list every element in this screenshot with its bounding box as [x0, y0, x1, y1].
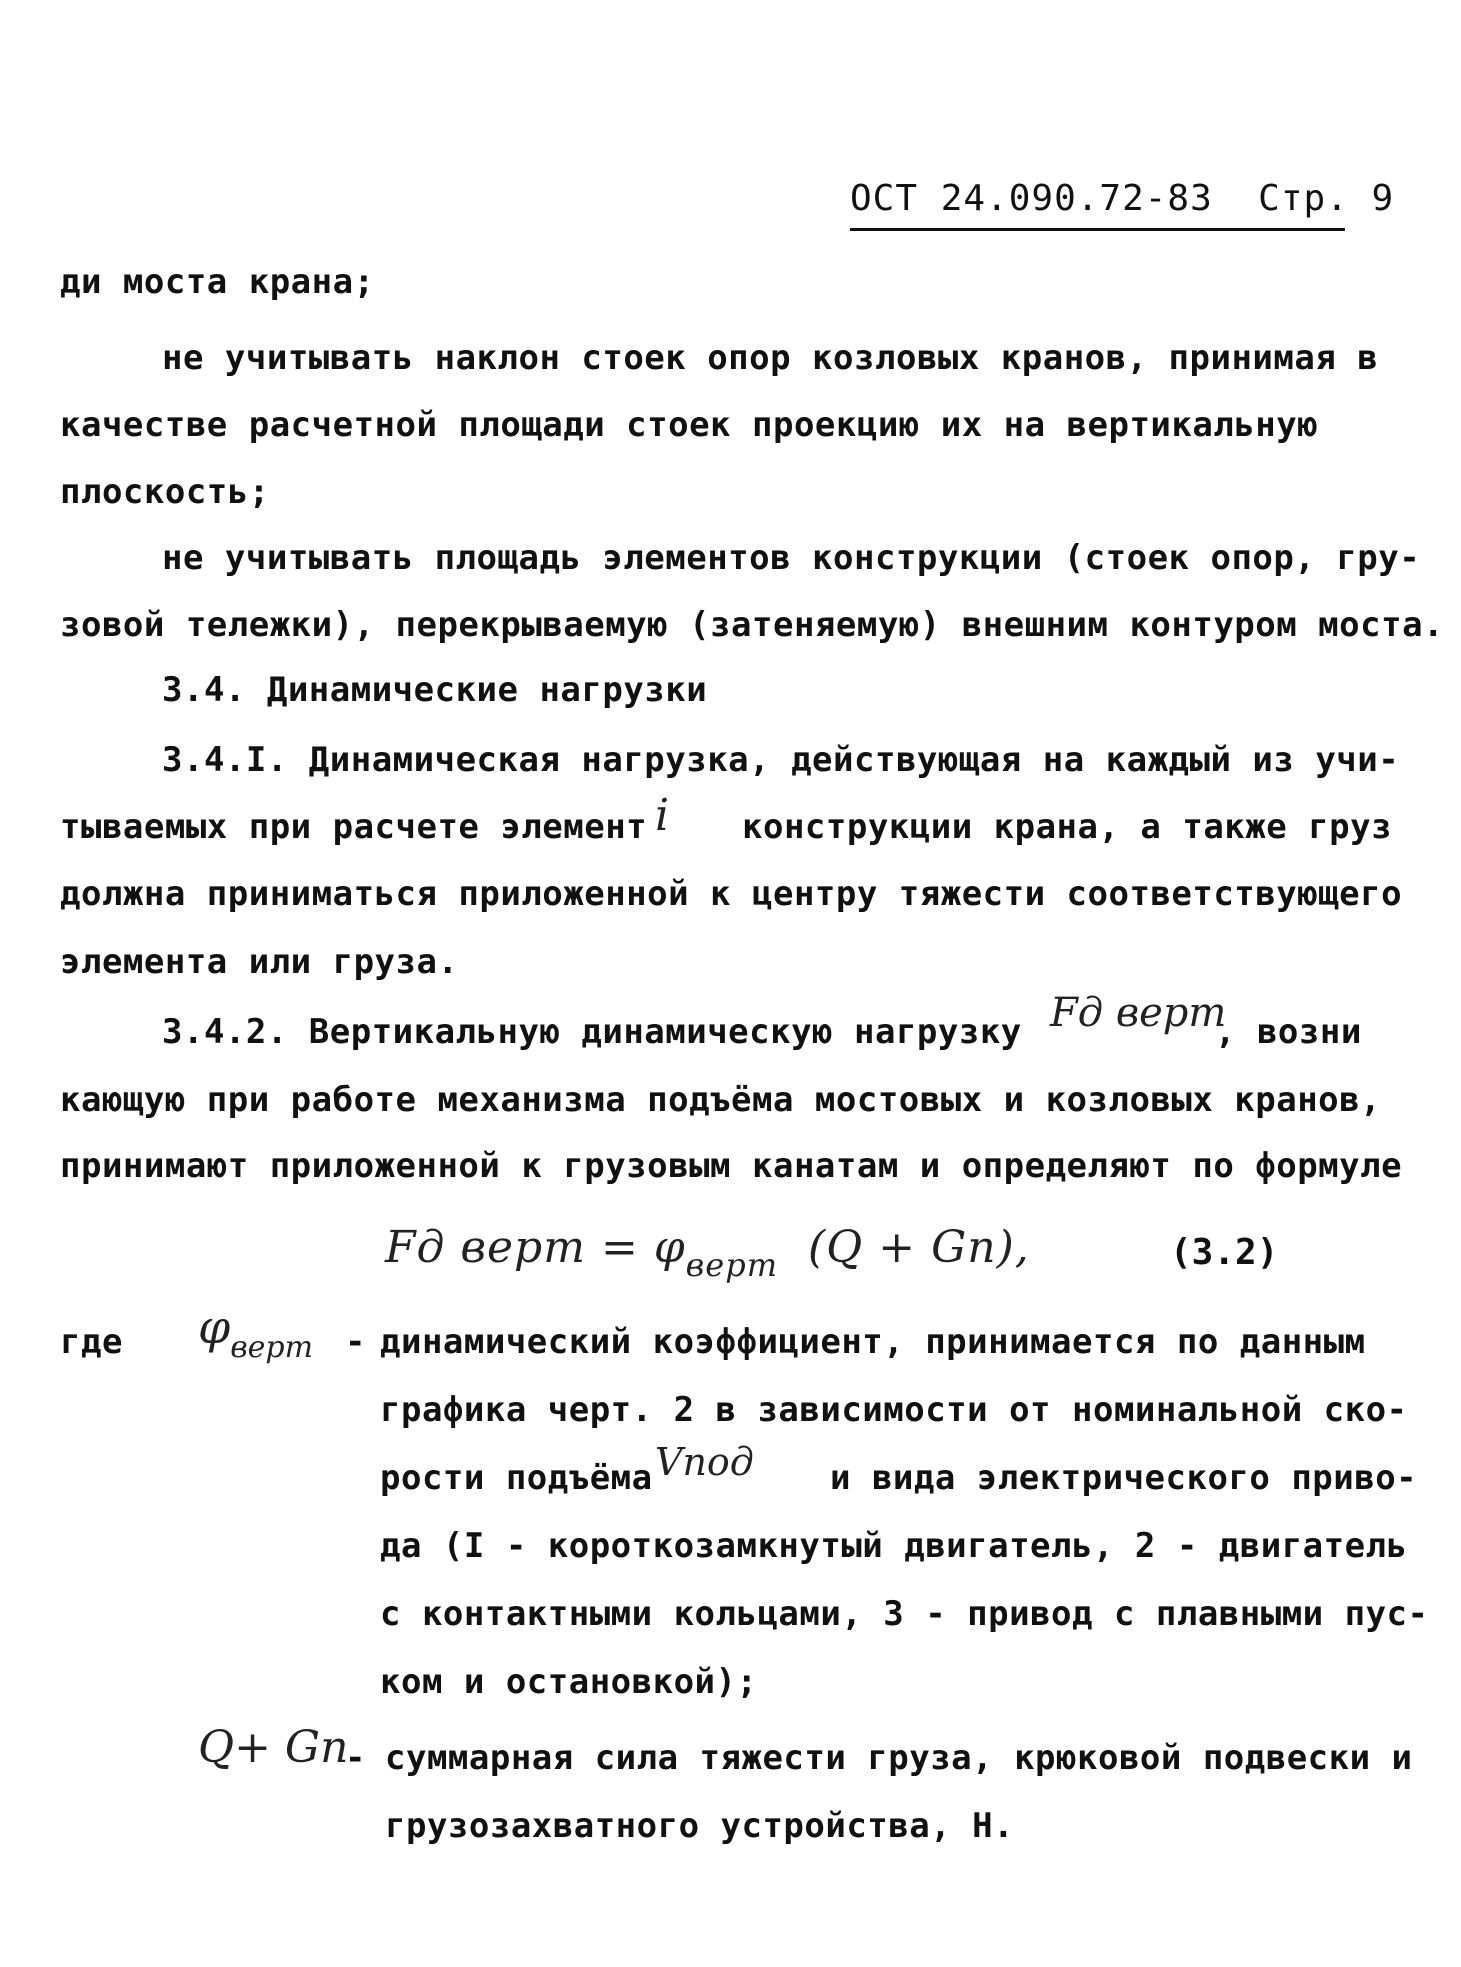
- handwritten-phi-vert: [198, 1300, 314, 1365]
- text-line: качестве расчетной площади стоек проекцию их на вертикальную: [60, 405, 1319, 445]
- page-header: [850, 178, 1395, 219]
- formula-phi: φ: [653, 1222, 686, 1273]
- definition-line: динамический коэффициент, принимается по данным: [380, 1322, 1366, 1362]
- handwritten-q-gp: Q+ Gп: [198, 1722, 349, 1773]
- definition-line: рости подъёма: [380, 1458, 653, 1498]
- text-line: зовой тележки), перекрываемую (затеняемую) внешним контуром моста.: [60, 605, 1445, 645]
- definition-line: грузозахватного устройства, Н.: [385, 1806, 1015, 1846]
- definition-line: ком и остановкой);: [380, 1662, 758, 1702]
- text-line: ди моста крана;: [60, 262, 375, 302]
- text-line: 3.4.I. Динамическая нагрузка, действующая на каждый из учи-: [162, 740, 1400, 780]
- text-line: принимают приложенной к грузовым канатам и определяют по формуле: [60, 1146, 1403, 1186]
- phi-subscript: верт: [230, 1330, 314, 1365]
- formula-rhs: (Q + Gп),: [808, 1222, 1030, 1273]
- handwritten-f-vert: Fд верт: [1050, 990, 1227, 1036]
- formula-equals: =: [600, 1222, 639, 1273]
- definition-dash: -: [345, 1322, 366, 1362]
- formula-phi-subscript: верт: [685, 1246, 779, 1284]
- text-line: не учитывать площадь элементов конструкции (стоек опор, гру-: [162, 538, 1421, 578]
- text-line: 3.4.2. Вертикальную динамическую нагрузку: [162, 1012, 1022, 1052]
- text-line: не учитывать наклон стоек опор козловых кранов, принимая в: [162, 338, 1379, 378]
- text-line: плоскость;: [60, 472, 270, 512]
- definition-line: графика черт. 2 в зависимости от номинальной ско-: [380, 1390, 1408, 1430]
- handwritten-v-pod: Vпод: [655, 1440, 754, 1484]
- page-number: Стр. 9: [1258, 178, 1395, 219]
- text-line: , возни: [1215, 1012, 1362, 1052]
- phi-symbol: φ: [198, 1300, 231, 1354]
- definition-line: с контактными кольцами, 3 - привод с плавными пус-: [380, 1594, 1429, 1634]
- text-line: кающую при работе механизма подъёма мостовых и козловых кранов,: [60, 1080, 1382, 1120]
- definition-line: и вида электрического приво-: [830, 1458, 1418, 1498]
- text-line: тываемых при расчете элемент: [60, 807, 648, 847]
- formula-lhs: Fд верт: [385, 1222, 586, 1273]
- section-heading: 3.4. Динамические нагрузки: [162, 670, 708, 710]
- definition-line: да (I - короткозамкнутый двигатель, 2 - двигатель: [380, 1526, 1408, 1566]
- header-underline: [850, 228, 1345, 231]
- formula-3-2: [385, 1222, 1030, 1284]
- text-line: элемента или груза.: [60, 942, 459, 982]
- definition-line: суммарная сила тяжести груза, крюковой подвески и: [385, 1738, 1413, 1778]
- definition-dash: -: [345, 1738, 366, 1778]
- handwritten-symbol-i: i: [655, 790, 670, 841]
- formula-number: (3.2): [1170, 1232, 1279, 1273]
- where-label: где: [60, 1322, 123, 1362]
- text-line: должна приниматься приложенной к центру тяжести соответствующего: [60, 874, 1403, 914]
- document-id: ОСТ 24.090.72-83: [850, 178, 1213, 219]
- text-line: конструкции крана, а также груз: [742, 807, 1393, 847]
